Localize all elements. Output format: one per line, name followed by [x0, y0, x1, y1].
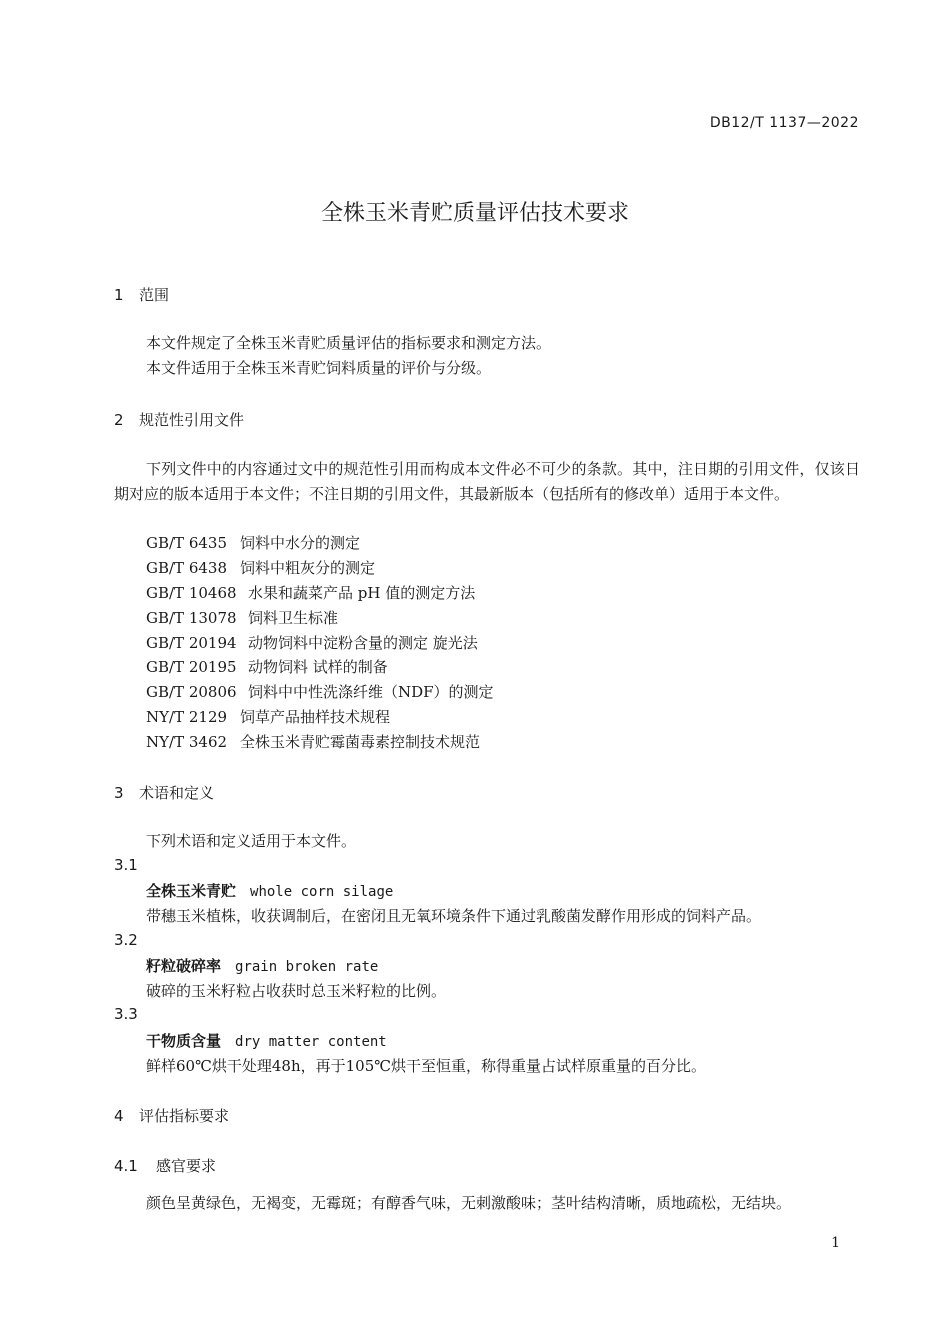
subsection-number: 4.1: [114, 1157, 138, 1175]
section-4-heading: [114, 1105, 229, 1126]
reference-code: NY/T 2129: [146, 708, 228, 726]
term-english: grain broken rate: [235, 959, 379, 975]
reference-item: [146, 731, 480, 752]
reference-name: 饲料中粗灰分的测定: [240, 559, 376, 577]
reference-name: 饲草产品抽样技术规程: [240, 708, 391, 726]
reference-item: [146, 681, 494, 702]
section-title: 范围: [139, 286, 170, 304]
section-1-heading: [114, 284, 169, 305]
reference-code: GB/T 10468: [146, 584, 237, 602]
reference-item: [146, 557, 375, 578]
section-number: 2: [114, 411, 124, 429]
term-heading: [146, 880, 393, 901]
reference-item: [146, 607, 338, 628]
reference-code: GB/T 20194: [146, 634, 237, 652]
reference-code: GB/T 6435: [146, 534, 228, 552]
term-definition: 鲜样60℃烘干处理48h，再于105℃烘干至恒重，称得重量占试样原重量的百分比。: [146, 1057, 707, 1075]
page-number: 1: [831, 1235, 840, 1251]
section-title: 规范性引用文件: [139, 411, 245, 429]
term-english: dry matter content: [235, 1034, 387, 1050]
reference-name: 动物饲料 试样的制备: [248, 658, 388, 676]
reference-item: [146, 582, 475, 603]
term-definition: 破碎的玉米籽粒占收获时总玉米籽粒的比例。: [146, 982, 447, 1000]
section-number: 3: [114, 784, 124, 802]
section-title: 评估指标要求: [139, 1107, 230, 1125]
reference-name: 饲料中水分的测定: [240, 534, 361, 552]
subsection-4-1-heading: [114, 1155, 216, 1176]
reference-item: [146, 532, 360, 553]
section-number: 4: [114, 1107, 124, 1125]
term-heading: [146, 1030, 387, 1051]
term-heading: [146, 955, 378, 976]
term-chinese: 籽粒破碎率: [146, 957, 222, 975]
term-number: 3.3: [114, 1005, 138, 1023]
term-english: whole corn silage: [250, 884, 394, 900]
section-number: 1: [114, 286, 124, 304]
paragraph: 本文件规定了全株玉米青贮质量评估的指标要求和测定方法。: [146, 334, 552, 352]
term-number: 3.1: [114, 856, 138, 874]
reference-code: GB/T 20195: [146, 658, 237, 676]
document-code: DB12/T 1137—2022: [709, 115, 859, 131]
sensory-requirements-text: 颜色呈黄绿色，无褐变，无霉斑；有醇香气味，无刺激酸味；茎叶结构清晰，质地疏松，无结块。: [146, 1194, 792, 1212]
paragraph: 本文件适用于全株玉米青贮饲料质量的评价与分级。: [146, 359, 492, 377]
reference-item: [146, 632, 478, 653]
reference-code: GB/T 13078: [146, 609, 237, 627]
terms-intro: 下列术语和定义适用于本文件。: [146, 832, 357, 850]
term-chinese: 全株玉米青贮: [146, 882, 237, 900]
reference-name: 动物饲料中淀粉含量的测定 旋光法: [248, 634, 478, 652]
reference-name: 全株玉米青贮霉菌毒素控制技术规范: [240, 733, 481, 751]
reference-name: 水果和蔬菜产品 pH 值的测定方法: [248, 584, 476, 602]
section-title: 术语和定义: [139, 784, 215, 802]
section-2-heading: [114, 409, 244, 430]
reference-code: GB/T 6438: [146, 559, 228, 577]
reference-item: [146, 656, 388, 677]
reference-name: 饲料中中性洗涤纤维（NDF）的测定: [248, 683, 494, 701]
normative-references-intro: 下列文件中的内容通过文中的规范性引用而构成本文件必不可少的条款。其中，注日期的引用文件，仅该日期对应的版本适用于本文件；不注日期的引用文件，其最新版本（包括所有的修改单）适用于本文件。: [114, 460, 860, 503]
term-chinese: 干物质含量: [146, 1032, 222, 1050]
reference-code: NY/T 3462: [146, 733, 228, 751]
reference-item: [146, 706, 390, 727]
document-title: 全株玉米青贮质量评估技术要求: [320, 201, 629, 226]
reference-code: GB/T 20806: [146, 683, 237, 701]
section-3-heading: [114, 782, 214, 803]
subsection-title: 感官要求: [156, 1157, 217, 1175]
reference-name: 饲料卫生标准: [248, 609, 339, 627]
term-number: 3.2: [114, 931, 138, 949]
term-definition: 带穗玉米植株，收获调制后，在密闭且无氧环境条件下通过乳酸菌发酵作用形成的饲料产品。: [146, 907, 762, 925]
